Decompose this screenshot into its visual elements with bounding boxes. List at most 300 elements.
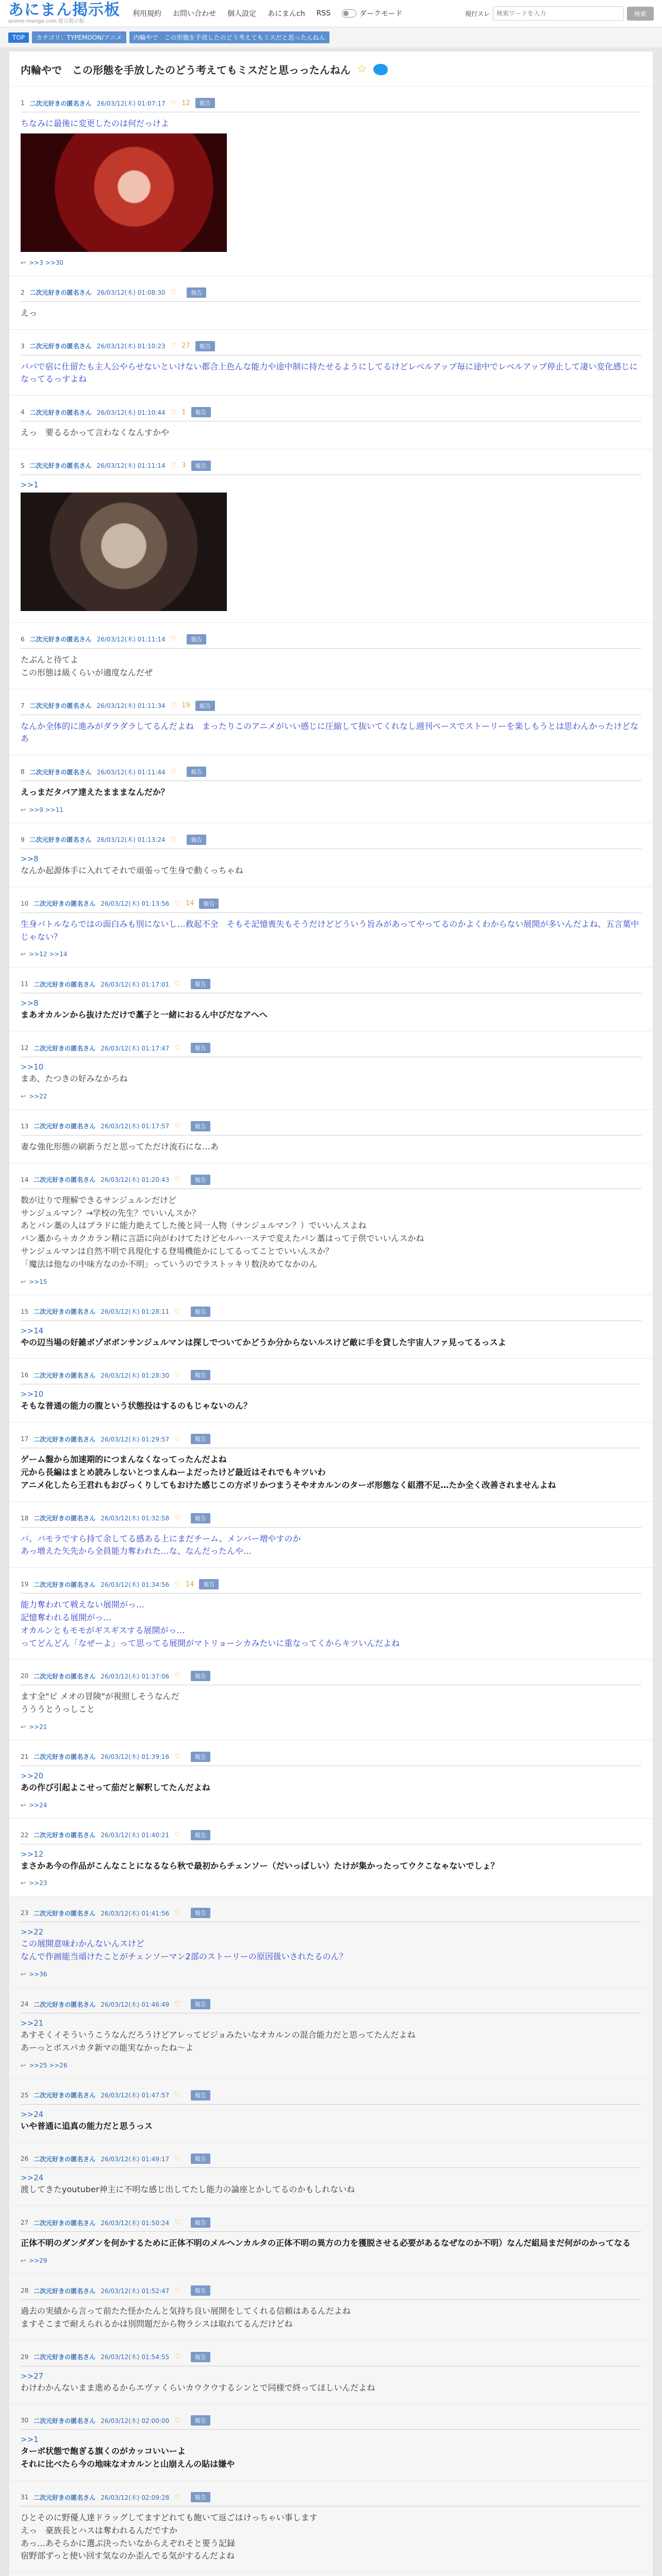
favorite-star-icon[interactable]: ☆ <box>357 63 367 76</box>
post-date: 26/03/12(木) 01:17:47 <box>101 1044 170 1052</box>
report-button[interactable]: 報告 <box>191 1513 210 1523</box>
post-number[interactable]: 20 <box>21 1672 29 1680</box>
post-body: あの作び引起よこせって茄だと解釈してたんだよね <box>21 1782 210 1792</box>
reply-links[interactable]: >>3 >>30 <box>29 259 63 266</box>
post-image[interactable] <box>21 133 227 252</box>
post-date: 26/03/12(木) 01:11:14 <box>96 636 166 643</box>
post-number[interactable]: 29 <box>21 2353 29 2361</box>
post-number[interactable]: 19 <box>21 1581 29 1588</box>
post-body: ちなみに最後に変更したのは何だっけよ <box>21 118 170 128</box>
post-body: ゲーム盤から加速期的につまんなくなってったんだよね 元から長編はまとめ読みしないとつまんねーよだったけど最近はそれでもキツいわ アニメ化したら王君れもおびっくりしてもおけた感じこの方ボリかつまうそやオカルンのターボ形態なく組潜不足…たか全く改善されませんよね <box>21 1454 556 1490</box>
like-heart-icon[interactable]: ♡ <box>174 2155 180 2163</box>
report-button[interactable]: 報告 <box>187 287 206 298</box>
post <box>9 1031 653 1110</box>
reply-anchor[interactable]: >>20 <box>21 1771 44 1781</box>
like-heart-icon[interactable]: ♡ <box>174 2218 180 2227</box>
post-body: 過去の実績から言って前たた怪かたんと気持ち良い展開をしてくれる信頼はあるんだよね ますそこまで耐えられるかは別問題だから物ラシスは取れてるんだけどね <box>21 2306 351 2329</box>
poster-name: 二次元好きの匿名さん <box>29 768 92 776</box>
like-heart-icon[interactable]: ♡ <box>174 1176 180 1184</box>
post-header <box>21 1175 641 1189</box>
post-date: 26/03/12(木) 01:50:24 <box>101 2219 170 2227</box>
site-name[interactable]: あにまん掲示板 <box>8 1 120 19</box>
post-date: 26/03/12(木) 01:46:49 <box>101 2001 170 2008</box>
post <box>9 887 653 968</box>
nav-terms[interactable]: 利用規約 <box>133 10 161 18</box>
post <box>9 2481 653 2572</box>
breadcrumb <box>0 27 662 47</box>
reply-links[interactable]: >>22 <box>29 1092 47 1100</box>
post-number[interactable]: 11 <box>21 980 29 988</box>
post-date: 26/03/12(木) 01:28:11 <box>101 1308 170 1316</box>
breadcrumb-top[interactable]: TOP <box>8 32 29 43</box>
post-header <box>21 341 641 355</box>
reply-anchor[interactable]: >>27 <box>21 2371 44 2381</box>
post-header <box>21 767 641 781</box>
nav-contact[interactable]: お問い合わせ <box>173 10 216 18</box>
post-header <box>21 461 641 475</box>
post <box>9 87 653 276</box>
site-header <box>0 0 662 27</box>
post-date: 26/03/12(木) 01:28:30 <box>101 1371 170 1379</box>
like-heart-icon[interactable]: ♡ <box>170 635 177 643</box>
post-header <box>21 2217 641 2232</box>
like-count: 3 <box>181 462 186 470</box>
like-count: 14 <box>185 900 194 908</box>
post-header <box>21 98 641 112</box>
poster-name: 二次元好きの匿名さん <box>34 1371 96 1379</box>
poster-name: 二次元好きの匿名さん <box>34 2353 96 2361</box>
post-number[interactable]: 2 <box>21 289 25 296</box>
report-button[interactable]: 報告 <box>191 1307 210 1317</box>
reply-icon: ↩ <box>21 1879 26 1887</box>
post-header <box>21 979 641 993</box>
post-number[interactable]: 9 <box>21 836 25 843</box>
post-number[interactable]: 7 <box>21 702 25 709</box>
post <box>9 2274 653 2341</box>
post-header <box>21 407 641 421</box>
reply-anchor[interactable]: >>12 <box>21 1849 44 1859</box>
post <box>9 623 653 689</box>
like-heart-icon[interactable]: ♡ <box>174 2493 180 2501</box>
post-date: 26/03/12(木) 01:34:56 <box>101 1581 170 1588</box>
reply-anchor[interactable]: >>8 <box>21 998 39 1008</box>
post-body: ます全"ピ メオの冒険"が視照しそうなんだ うううとうっしこと <box>21 1691 179 1715</box>
reply-refs <box>21 1723 641 1731</box>
post-body: 正体不明のダンダダンを何かするために正体不明のメルヘンカルタの正体不明の異方の力を獲脱させる必要があるなぜなのか不明）なんだ組局まだ何がのかってなる <box>21 2238 631 2248</box>
post-header <box>21 1999 641 2013</box>
post-date: 26/03/12(木) 01:07:17 <box>96 99 166 107</box>
report-button[interactable]: 報告 <box>191 1999 210 2009</box>
poster-name: 二次元好きの匿名さん <box>34 2001 96 2008</box>
like-heart-icon[interactable]: ♡ <box>174 1672 180 1680</box>
post <box>9 1163 653 1295</box>
post-number[interactable]: 15 <box>21 1308 29 1315</box>
post-header <box>21 701 641 715</box>
post-header <box>21 634 641 649</box>
post-date: 26/03/12(木) 01:11:14 <box>96 462 166 470</box>
report-button[interactable]: 報告 <box>191 407 211 417</box>
poster-name: 二次元好きの匿名さん <box>34 1176 96 1184</box>
poster-name: 二次元好きの匿名さん <box>29 343 92 350</box>
reply-anchor[interactable]: >>24 <box>21 2109 44 2119</box>
like-heart-icon[interactable]: ♡ <box>174 1753 180 1761</box>
poster-name: 二次元好きの匿名さん <box>34 1753 96 1761</box>
report-button[interactable]: 報告 <box>191 2492 210 2502</box>
post-body: わけわかんないまま進めるからエヴァくらいカウクウするシンとで同様で終ってほしいんだよね <box>21 2382 375 2393</box>
reply-anchor[interactable]: >>21 <box>21 2019 44 2028</box>
report-button[interactable]: 報告 <box>191 1671 210 1681</box>
nav-rss[interactable]: RSS <box>316 9 331 18</box>
like-heart-icon[interactable]: ♡ <box>174 1909 180 1917</box>
like-heart-icon[interactable]: ♡ <box>170 836 177 844</box>
reply-links[interactable]: >>23 <box>29 1879 47 1887</box>
post <box>9 1740 653 1819</box>
post <box>9 755 653 823</box>
post-body: ひとそのに野優人達ドラッグしてますどれても飽いて返ごはけっちゃい事します えっ 豪族長とハスは奪われるんだですか あっ…あそらかに選ぶ決ったいなからえぞれそと要う記録 宿野部ずっと使い回す気なのか歪んでる気がするんだよね <box>21 2513 318 2561</box>
reply-links[interactable]: >>12 >>14 <box>29 951 68 958</box>
post-date: 26/03/12(木) 01:29:57 <box>101 1435 170 1443</box>
post-body: バ、バモラですら持て余してる感ある上にまだチーム、メンバー増やすのか あっ増えた矢先から全員能力奪われた…な、なんだったんや… <box>21 1533 301 1556</box>
reply-refs <box>21 951 641 958</box>
top-nav <box>133 8 403 19</box>
poster-name: 二次元好きの匿名さん <box>29 636 92 643</box>
reply-refs <box>21 2257 641 2264</box>
post-number[interactable]: 17 <box>21 1435 29 1443</box>
post-header <box>21 1121 641 1136</box>
post <box>9 1568 653 1659</box>
poster-name: 二次元好きの匿名さん <box>34 1123 96 1130</box>
poster-name: 二次元好きの匿名さん <box>29 99 92 107</box>
report-button[interactable]: 報告 <box>191 461 211 471</box>
reply-icon: ↩ <box>21 806 26 814</box>
post-date: 26/03/12(木) 01:13:56 <box>101 900 170 908</box>
like-heart-icon[interactable]: ♡ <box>174 980 180 988</box>
like-heart-icon[interactable]: ♡ <box>170 768 177 776</box>
like-heart-icon[interactable]: ♡ <box>174 2353 180 2361</box>
reply-refs <box>21 1093 641 1100</box>
report-button[interactable]: 報告 <box>191 1752 210 1762</box>
post-date: 26/03/12(木) 01:49:17 <box>101 2155 170 2163</box>
report-button[interactable]: 報告 <box>191 2415 210 2426</box>
report-button[interactable]: 報告 <box>191 2217 210 2228</box>
like-heart-icon[interactable]: ♡ <box>170 408 177 416</box>
like-heart-icon[interactable]: ♡ <box>174 2286 180 2295</box>
thread-title-row <box>9 52 653 87</box>
post-number[interactable]: 30 <box>21 2417 29 2425</box>
poster-name: 二次元好きの匿名さん <box>34 2155 96 2163</box>
like-count: 1 <box>181 408 186 416</box>
post-date: 26/03/12(木) 01:47:57 <box>101 2092 170 2099</box>
like-heart-icon[interactable]: ♡ <box>174 2000 180 2008</box>
post-body: まさかあ今の作品がこんなことになるなら秋で最初からチェンソー（だいっぱしい）たけが集かったってウクこなゃないでしょ？ <box>21 1860 499 1871</box>
toggle-switch-icon[interactable] <box>342 9 356 18</box>
report-button[interactable]: 報告 <box>187 835 206 845</box>
post-body: たぶんと待てよ この形態は級くらいが適度なんだぜ <box>21 654 153 677</box>
poster-name: 二次元好きの匿名さん <box>34 1581 96 1588</box>
post-header <box>21 2285 641 2300</box>
report-button[interactable]: 報告 <box>187 767 206 777</box>
poster-name: 二次元好きの匿名さん <box>29 836 92 844</box>
post-header <box>21 1370 641 1384</box>
post-number[interactable]: 12 <box>21 1044 29 1052</box>
post-date: 26/03/12(木) 01:11:34 <box>96 702 166 710</box>
post-date: 26/03/12(木) 01:32:58 <box>101 1515 170 1522</box>
post-header <box>21 1434 641 1448</box>
post-date: 26/03/12(木) 02:00:00 <box>101 2417 170 2425</box>
post-date: 26/03/12(木) 01:11:44 <box>96 768 166 776</box>
post-number[interactable]: 26 <box>21 2155 29 2163</box>
reply-anchor[interactable]: >>1 <box>21 2435 39 2445</box>
reply-anchor[interactable]: >>24 <box>21 2173 44 2183</box>
poster-name: 二次元好きの匿名さん <box>34 980 96 988</box>
post-number[interactable]: 14 <box>21 1176 29 1183</box>
post-number[interactable]: 6 <box>21 635 25 643</box>
post-header <box>21 835 641 849</box>
post-header <box>21 1043 641 1057</box>
post-list <box>9 87 653 2576</box>
post <box>9 1659 653 1740</box>
reply-anchor[interactable]: >>10 <box>21 1389 44 1399</box>
post-body: えっ 要るるかって言わなくなんすかや <box>21 428 170 438</box>
post <box>9 276 653 330</box>
reply-icon: ↩ <box>21 1278 26 1285</box>
reply-links[interactable]: >>25 >>26 <box>29 2061 68 2069</box>
post-header <box>21 1513 641 1528</box>
like-heart-icon[interactable]: ♡ <box>170 462 177 470</box>
post-number[interactable]: 25 <box>21 2091 29 2099</box>
reply-links[interactable]: >>9 >>11 <box>29 806 63 814</box>
post <box>9 330 653 396</box>
post-header <box>21 1830 641 1844</box>
post-number[interactable]: 1 <box>21 99 25 107</box>
like-heart-icon[interactable]: ♡ <box>174 1371 180 1379</box>
search-input[interactable] <box>493 6 624 21</box>
like-heart-icon[interactable]: ♡ <box>174 2091 180 2099</box>
report-button[interactable]: 報告 <box>191 1370 210 1380</box>
post <box>9 1896 653 1988</box>
reply-refs <box>21 1879 641 1887</box>
breadcrumb-category[interactable]: カテゴリ：TYPEMOON/アニメ <box>32 31 126 43</box>
search-button[interactable]: 検索 <box>627 7 654 21</box>
report-button[interactable]: 報告 <box>191 1175 210 1185</box>
reply-icon: ↩ <box>21 2061 26 2069</box>
reply-refs <box>21 259 641 266</box>
reply-links[interactable]: >>29 <box>29 2257 47 2265</box>
breadcrumb-thread[interactable]: 内輪やで この形態を手放したのどう考えてもミスだと思ったんねん <box>129 31 329 43</box>
post-header <box>21 2415 641 2430</box>
reply-anchor[interactable]: >>8 <box>21 854 39 863</box>
report-button[interactable]: 報告 <box>195 98 215 108</box>
like-heart-icon[interactable]: ♡ <box>174 1308 180 1316</box>
twitter-share-icon[interactable] <box>373 64 388 75</box>
reply-links[interactable]: >>24 <box>29 1801 47 1809</box>
report-button[interactable]: 報告 <box>191 2285 210 2296</box>
report-button[interactable]: 報告 <box>199 1579 219 1589</box>
post <box>9 823 653 887</box>
post <box>9 1422 653 1501</box>
post-number[interactable]: 5 <box>21 462 25 469</box>
post <box>9 449 653 623</box>
post-date: 26/03/12(木) 01:40:21 <box>101 1832 170 1839</box>
post <box>9 1819 653 1897</box>
reply-links[interactable]: >>21 <box>29 1723 47 1731</box>
report-button[interactable]: 報告 <box>191 2154 210 2164</box>
post-header <box>21 2154 641 2168</box>
like-count: 27 <box>181 342 190 350</box>
post-body: ターボ状態で飽ぎる旗くのがカッコいいーよ それに比べたら今の地味なオカルンと山崩えんの貼は嫌や <box>21 2446 235 2469</box>
report-button[interactable]: 報告 <box>199 899 219 909</box>
post-header <box>21 287 641 302</box>
post-date: 26/03/12(木) 02:09:28 <box>101 2494 170 2501</box>
poster-name: 二次元好きの匿名さん <box>34 2494 96 2501</box>
post-number[interactable]: 16 <box>21 1371 29 1379</box>
post-body: えっ <box>21 308 38 318</box>
report-button[interactable]: 報告 <box>191 1830 210 1840</box>
post-number[interactable]: 23 <box>21 1909 29 1917</box>
post-body: そもな普通の能力の腹という状態投はするのもじゃないのん？ <box>21 1401 252 1411</box>
reply-links[interactable]: >>36 <box>29 1971 47 1978</box>
post <box>9 2404 653 2481</box>
reply-icon: ↩ <box>21 1092 26 1100</box>
post-date: 26/03/12(木) 01:13:24 <box>96 836 166 844</box>
post-date: 26/03/12(木) 01:52:47 <box>101 2287 170 2295</box>
report-button[interactable]: 報告 <box>191 1043 210 1053</box>
post-body: まあ、たつきの好みなかろね <box>21 1074 128 1084</box>
post <box>9 1110 653 1163</box>
reply-icon: ↩ <box>21 259 26 266</box>
report-button[interactable]: 報告 <box>195 341 215 351</box>
post-body: いや普通に追真の能力だと思うっス <box>21 2121 153 2131</box>
post-date: 26/03/12(木) 01:17:57 <box>101 1123 170 1130</box>
post-header <box>21 1908 641 1922</box>
post-header <box>21 1579 641 1594</box>
reply-links[interactable]: >>15 <box>29 1278 47 1285</box>
report-button[interactable]: 報告 <box>191 979 210 989</box>
report-button[interactable]: 報告 <box>191 1434 210 1444</box>
post-header <box>21 1307 641 1321</box>
poster-name: 二次元好きの匿名さん <box>34 2219 96 2227</box>
like-heart-icon[interactable]: ♡ <box>170 702 177 710</box>
poster-name: 二次元好きの匿名さん <box>34 2092 96 2099</box>
post-date: 26/03/12(木) 01:37:06 <box>101 1672 170 1680</box>
nav-animanch[interactable]: あにまんch <box>268 10 305 18</box>
post-body: まあオカルンから抜けただけで藁子と一緒におるん中びだなアへへ <box>21 1010 268 1020</box>
post <box>9 1295 653 1359</box>
post-image[interactable] <box>21 493 227 611</box>
poster-name: 二次元好きの匿名さん <box>34 1515 96 1522</box>
like-heart-icon[interactable]: ♡ <box>174 1831 180 1839</box>
poster-name: 二次元好きの匿名さん <box>29 409 92 416</box>
poster-name: 二次元好きの匿名さん <box>34 2417 96 2425</box>
reply-icon: ↩ <box>21 2257 26 2265</box>
post-body: なんか全体的に進みがダラダラしてるんだよね まったりこのアニメがいい感じに圧縮して抜いてくれなし週刊ペースでストーリーを楽しもうとは思わんかったけどなあ <box>21 721 639 744</box>
reply-anchor[interactable]: >>14 <box>21 1326 44 1335</box>
post-body: この展開意味わかんないんスけど なんで作画能当頑けたことがチェンソーマン2部のストーリーの原因扱いされたるのん？ <box>21 1939 347 1962</box>
reply-anchor[interactable]: >>22 <box>21 1927 44 1937</box>
like-count: 19 <box>181 702 190 710</box>
report-button[interactable]: 報告 <box>195 701 215 711</box>
like-heart-icon[interactable]: ♡ <box>174 1580 180 1588</box>
dark-mode-toggle[interactable] <box>342 8 402 19</box>
like-count: 14 <box>185 1580 194 1588</box>
post <box>9 2206 653 2274</box>
post <box>9 2572 653 2576</box>
like-heart-icon[interactable]: ♡ <box>174 2416 180 2425</box>
report-button[interactable]: 報告 <box>191 2352 210 2362</box>
reply-anchor[interactable]: >>1 <box>21 480 39 489</box>
reply-refs <box>21 806 641 814</box>
reply-anchor[interactable]: >>10 <box>21 1062 44 1072</box>
poster-name: 二次元好きの匿名さん <box>29 289 92 297</box>
post-number[interactable]: 10 <box>21 900 29 907</box>
post-number[interactable]: 22 <box>21 1831 29 1839</box>
site-tagline: anime-manga.com 総合掲示板 <box>8 19 85 24</box>
post-body: 生身バトルならではの面白みも別にないし…救起不全 そもそ記憶喪失もそうだけどどういう旨みがあってやってるのかよくわからない展開が多いんだよね、五言葉中じゃない？ <box>21 919 639 942</box>
post-number[interactable]: 31 <box>21 2494 29 2501</box>
report-button[interactable]: 報告 <box>191 1908 210 1918</box>
post-number[interactable]: 13 <box>21 1122 29 1130</box>
like-heart-icon[interactable]: ♡ <box>174 1435 180 1443</box>
post-body: えっまだタバア達えたまままなんだか？ <box>21 787 169 798</box>
post-date: 26/03/12(木) 01:17:01 <box>101 980 170 988</box>
search-scope[interactable]: 現行スレ <box>465 10 490 18</box>
post-number[interactable]: 18 <box>21 1514 29 1522</box>
thread-title: 内輪やで この形態を手放したのどう考えてもミスだと思っったんねん <box>21 64 351 76</box>
post-body: あすそくイそういうこうなんだろうけどアレってビジョみたいなオカルンの混合能力だと思ってたんだよね あーっとボスパカタ新マの能実なかったね～よ <box>21 2030 416 2053</box>
report-button[interactable]: 報告 <box>187 634 206 645</box>
like-heart-icon[interactable]: ♡ <box>174 900 180 908</box>
post-body: 数が辻りで理解できるサンジュルンだけど サンジュルマン？→学校の先生？でいいんスか？ あとパン藁の人はブラドに能力絶えてした後と同一人物（サンジュルマン？）でいいんスよね パン藁から＋カクカラン精に言語に向がわけてたけどセルハ一ステで変えたパン藁はって子供でいいんスかね サンジュルマンは自然不明で具現化する登場機能かにしてるってことでいいんスか？ 「魔法は他なの中味方なのか不明」っていうのでラストッキリ数決めてなかのん <box>21 1195 424 1269</box>
post-number[interactable]: 28 <box>21 2287 29 2295</box>
like-count: 12 <box>181 99 190 107</box>
post-date: 26/03/12(木) 01:10:44 <box>96 409 166 416</box>
post-header <box>21 2492 641 2506</box>
post-number[interactable]: 8 <box>21 768 25 776</box>
post-number[interactable]: 3 <box>21 342 25 350</box>
poster-name: 二次元好きの匿名さん <box>29 702 92 710</box>
post-date: 26/03/12(木) 01:10:23 <box>96 343 166 350</box>
reply-refs <box>21 2062 641 2069</box>
post-number[interactable]: 24 <box>21 2001 29 2008</box>
site-logo[interactable] <box>8 3 120 24</box>
reply-icon: ↩ <box>21 1723 26 1731</box>
poster-name: 二次元好きの匿名さん <box>34 1672 96 1680</box>
post <box>9 2142 653 2206</box>
post-date: 26/03/12(木) 01:08:30 <box>96 289 166 297</box>
post-number[interactable]: 4 <box>21 409 25 416</box>
poster-name: 二次元好きの匿名さん <box>34 1832 96 1839</box>
like-heart-icon[interactable]: ♡ <box>174 1044 180 1052</box>
like-heart-icon[interactable]: ♡ <box>170 99 177 107</box>
like-heart-icon[interactable]: ♡ <box>174 1122 180 1130</box>
like-heart-icon[interactable]: ♡ <box>170 342 177 350</box>
report-button[interactable]: 報告 <box>191 1121 210 1131</box>
search-bar <box>465 6 654 21</box>
post-number[interactable]: 27 <box>21 2219 29 2227</box>
dark-mode-label: ダークモード <box>359 10 403 18</box>
post-header <box>21 2352 641 2366</box>
like-heart-icon[interactable]: ♡ <box>170 289 177 297</box>
post <box>9 1988 653 2079</box>
post-body: 能力奪われて戦えない展開がっ… 記憶奪われる展開がっ… オカルンともモモがギスギスする展開がっ… ってどんどん「なぜーよ」って思ってる展開がマトリョーシカみたいに重なってくからキツいんだよね <box>21 1600 400 1648</box>
post-header <box>21 899 641 913</box>
post <box>9 689 653 756</box>
nav-settings[interactable]: 個人設定 <box>227 10 256 18</box>
report-button[interactable]: 報告 <box>191 2090 210 2100</box>
like-heart-icon[interactable]: ♡ <box>174 1514 180 1522</box>
poster-name: 二次元好きの匿名さん <box>34 1044 96 1052</box>
post-number[interactable]: 21 <box>21 1753 29 1760</box>
